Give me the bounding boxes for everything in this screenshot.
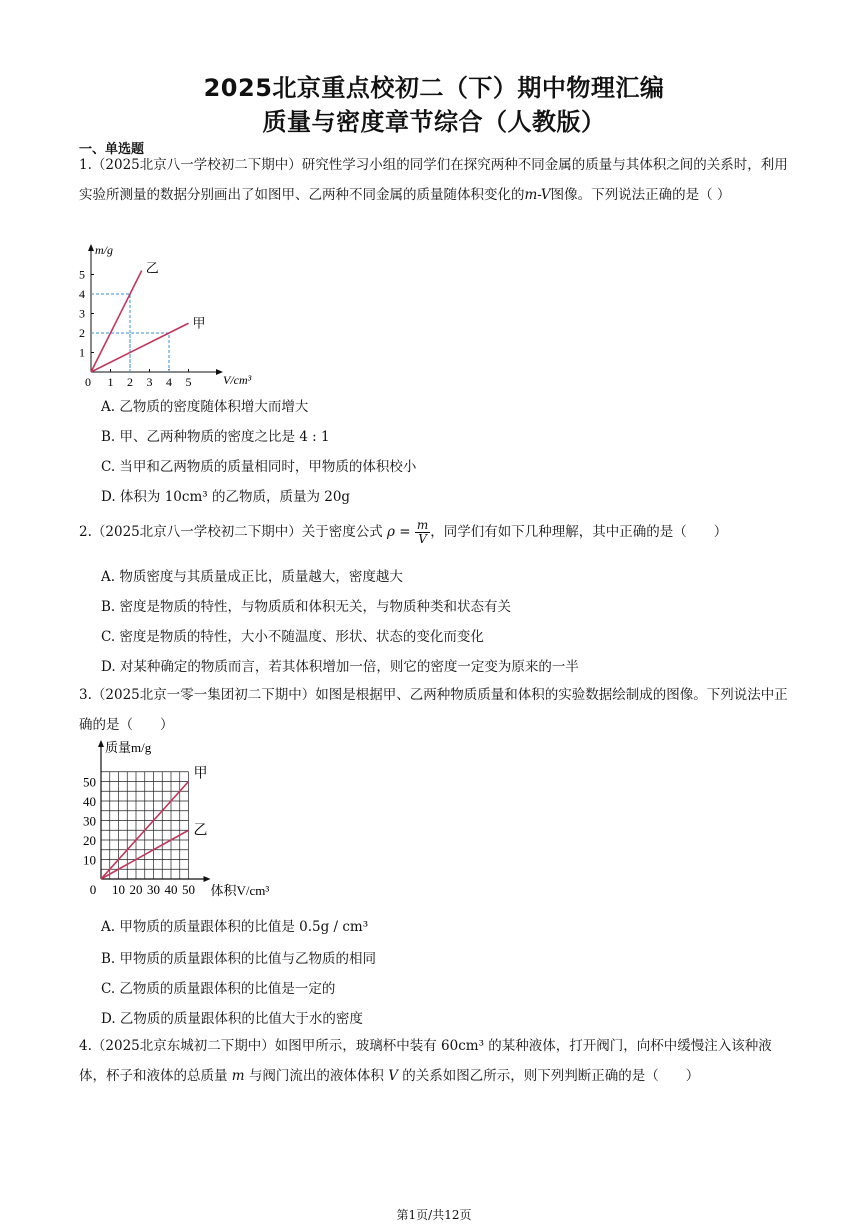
y-axis-arrow xyxy=(98,740,104,747)
x-tick-label: 30 xyxy=(147,882,160,897)
x-axis-label: 体积V/cm³ xyxy=(210,883,270,898)
q1-option-a[interactable]: A. 乙物质的密度随体积增大而增大 xyxy=(101,399,309,415)
q2-fraction xyxy=(415,519,430,546)
x-axis-label: V/cm³ xyxy=(223,373,252,387)
q2-number: 2. xyxy=(79,524,92,540)
series-label: 乙 xyxy=(193,823,208,839)
q4-number: 4. xyxy=(79,1038,92,1054)
y-tick-label: 30 xyxy=(83,813,96,829)
question-3 xyxy=(79,680,791,740)
q2-text-before: 关于密度公式 xyxy=(301,524,383,540)
x-tick-label: 3 xyxy=(146,375,153,389)
q2-text-after: ，同学们有如下几种理解，其中正确的是（ ） xyxy=(430,524,728,540)
q3-source: （2025北京一零一集团初二下期中） xyxy=(91,687,316,703)
x-tick-label: 40 xyxy=(164,882,178,897)
q1-text2: 图像。下列说法正确的是（ ） xyxy=(550,187,731,203)
page-number: 第1页/共12页 xyxy=(396,1208,472,1222)
q2-option-d[interactable]: D. 对某种确定的物质而言，若其体积增加一倍，则它的密度一定变为原来的一半 xyxy=(101,659,579,675)
q3-text: 如图是根据甲、乙两种物质质量和体积的实验数据绘制成的图像。下列说法中正确的是（ ） xyxy=(79,687,788,733)
page-title-line2: 质量与密度章节综合（人教版） xyxy=(262,108,606,136)
q2-option-b[interactable]: B. 密度是物质的特性，与物质质和体积无关，与物质种类和状态有关 xyxy=(101,599,512,615)
series-label: 甲 xyxy=(192,315,206,331)
q2-option-c[interactable]: C. 密度是物质的特性，大小不随温度、形状、状态的变化而变化 xyxy=(101,629,484,645)
q1-option-d[interactable]: D. 体积为 10cm³ 的乙物质，质量为 20g xyxy=(101,489,351,505)
q3-option-b[interactable]: B. 甲物质的质量跟体积的比值与乙物质的相同 xyxy=(101,951,377,967)
y-tick-label: 20 xyxy=(83,833,96,848)
q1-option-c[interactable]: C. 当甲和乙两物质的质量相同时，甲物质的体积校小 xyxy=(101,459,417,475)
x-tick-label: 0 xyxy=(89,882,97,897)
guide-line xyxy=(91,333,130,372)
series-line-jia xyxy=(91,323,189,372)
q1-chart xyxy=(76,240,256,390)
q2-frac-num: m xyxy=(416,518,429,532)
q2-option-a[interactable]: A. 物质密度与其质量成正比，质量越大，密度越大 xyxy=(101,569,403,585)
y-tick-label: 4 xyxy=(79,287,85,301)
q1-mv: m-V xyxy=(524,187,551,203)
q1-text: 研究性学习小组的同学们在探究两种不同金属的质量与其体积之间的关系时，利用实验所测量的数据分别画出了如图甲、乙两种不同金属的质量随体积变化的 xyxy=(79,157,788,203)
y-tick-label: 10 xyxy=(83,852,96,868)
x-axis-arrow xyxy=(204,876,211,882)
q2-rho: ρ = xyxy=(387,524,411,540)
x-tick-label: 2 xyxy=(127,375,133,389)
q1-number: 1. xyxy=(79,157,92,173)
x-tick-label: 50 xyxy=(182,882,195,897)
series-label: 乙 xyxy=(145,260,159,276)
q4-source: （2025北京东城初二下期中） xyxy=(91,1038,275,1054)
page-title-line1: 2025北京重点校初二（下）期中物理汇编 xyxy=(203,74,665,102)
y-tick-label: 5 xyxy=(79,267,85,282)
y-axis-label: 质量m/g xyxy=(105,740,152,755)
q4-v: V xyxy=(388,1068,398,1084)
q3-number: 3. xyxy=(79,687,92,703)
y-axis-label: m/g xyxy=(95,243,113,257)
x-axis-arrow xyxy=(216,369,223,375)
y-tick-label: 40 xyxy=(83,794,96,809)
q3-chart xyxy=(72,740,312,905)
series-line-yi xyxy=(91,271,142,372)
question-1 xyxy=(79,150,791,210)
y-tick-label: 1 xyxy=(79,345,85,360)
y-tick-label: 2 xyxy=(79,326,85,340)
q1-source: （2025北京八一学校初二下期中） xyxy=(91,157,302,173)
q3-option-d[interactable]: D. 乙物质的质量跟体积的比值大于水的密度 xyxy=(101,1011,363,1027)
q3-option-c[interactable]: C. 乙物质的质量跟体积的比值是一定的 xyxy=(101,981,336,997)
x-tick-label: 4 xyxy=(166,375,172,389)
x-tick-label: 5 xyxy=(185,375,192,389)
question-2 xyxy=(79,517,791,547)
x-tick-label: 20 xyxy=(129,882,143,897)
q4-text-end: 的关系如图乙所示，则下列判断正确的是（ ） xyxy=(402,1068,700,1084)
q3-option-a[interactable]: A. 甲物质的质量跟体积的比值是 0.5g / cm³ xyxy=(101,919,369,935)
x-tick-label: 1 xyxy=(107,375,114,389)
q2-frac-den: V xyxy=(418,532,427,546)
question-4 xyxy=(79,1031,791,1091)
series-label: 甲 xyxy=(193,766,208,782)
section-title: 一、单选题 xyxy=(79,142,145,157)
y-tick-label: 3 xyxy=(79,306,85,321)
q4-text: 如图甲所示，玻璃杯中装有 60cm³ 的某种液体，打开阀门，向杯中缓慢注入该种液体，杯子和液体的总质量 xyxy=(79,1038,772,1084)
y-tick-label: 50 xyxy=(83,774,96,790)
q4-text-mid: 与阀门流出的液体体积 xyxy=(248,1068,384,1084)
q4-m: m xyxy=(231,1068,245,1084)
y-axis-arrow xyxy=(88,244,94,251)
q2-source: （2025北京八一学校初二下期中） xyxy=(91,524,302,540)
q1-option-b[interactable]: B. 甲、乙两种物质的密度之比是 4 : 1 xyxy=(101,429,330,445)
x-tick-label: 10 xyxy=(112,882,125,897)
x-tick-label: 0 xyxy=(85,375,91,389)
